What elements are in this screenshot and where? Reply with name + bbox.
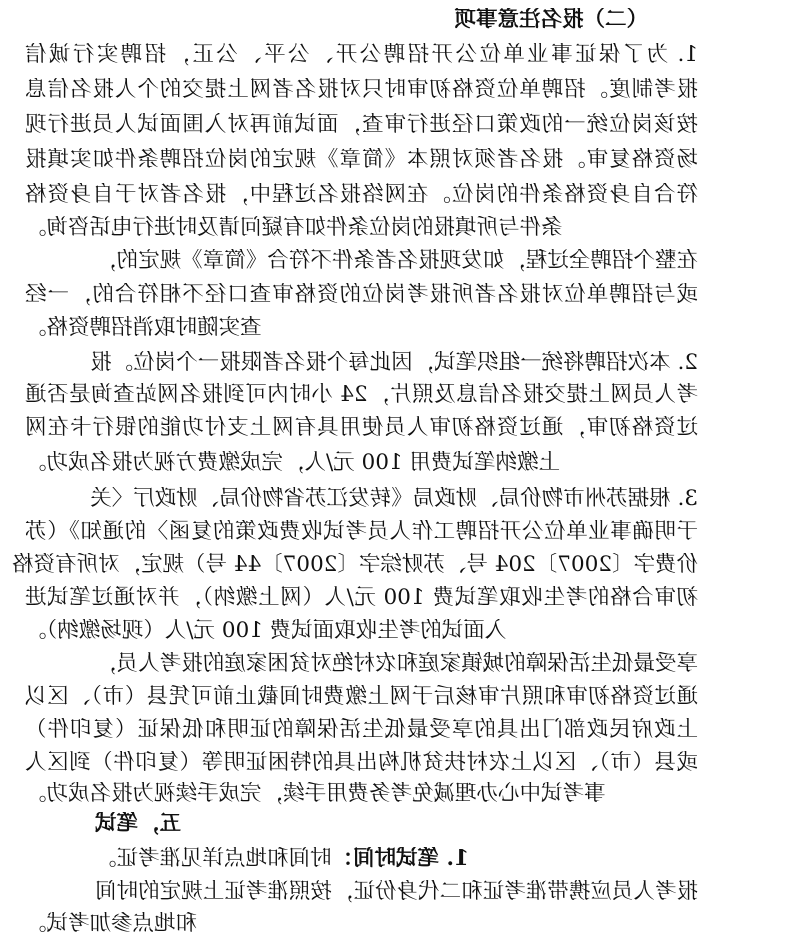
sub-item-label: 1. 笔试时间： bbox=[331, 847, 469, 871]
paragraph-line: 报考人员应携带准考证和二代身份证，按照准考证上规定的时间 bbox=[95, 880, 698, 904]
paragraph-line: 查实随时取消招聘资格。 bbox=[25, 316, 262, 340]
paragraph-line: 考人员网上提交报名信息及照片，24 小时内可到报名网站查询是否通 bbox=[25, 383, 698, 407]
paragraph-line: 价费字〔2007〕204 号、苏财综字〔2007〕44 号）规定，对所有资格 bbox=[12, 553, 698, 577]
paragraph-line: 上政府民政部门出具的享受最低生活保障的证明和低保证（复印件） bbox=[25, 718, 698, 742]
paragraph-line: 于明确事业单位公开招聘工作人员考试收费政策的复函〉的通知》（苏 bbox=[25, 520, 698, 544]
paragraph-line: 报考制度。招聘单位资格初审时只对报名者网上提交的个人报名信息 bbox=[25, 78, 698, 102]
paragraph-line: 享受最低生活保障的城镇家庭和农村绝对贫困家庭的报考人员， bbox=[95, 652, 698, 676]
paragraph-line: 通过资格初审和照片审核后于网上缴费时间截止前可凭县（市）、区以 bbox=[25, 685, 698, 709]
paragraph-line: 或与招聘单位对报名者所报考岗位的资格审查口径不相符合的，一经 bbox=[25, 283, 698, 307]
paragraph-line: 过资格初审，通过资格初审人员使用具有网上支付功能的银行卡在网 bbox=[25, 416, 698, 440]
paragraph-line: 上缴纳笔试费用 100 元/人，完成缴费方视为报名成功。 bbox=[25, 451, 560, 475]
paragraph-line: 按该岗位统一的政策口径进行审查，面试前再对入围面试人员进行现 bbox=[25, 113, 698, 137]
sub-item-written-exam-time bbox=[0, 847, 793, 871]
paragraph-line: 条件与所填报的岗位条件如有疑问请及时进行电话咨询。 bbox=[25, 216, 563, 240]
paragraph-line: 或县（市）、区以上农村扶贫机构出具的特困证明等（复印件）到区人 bbox=[25, 751, 698, 775]
paragraph-line: 1. 为了保证事业单位公开招聘公开、公平、公正，招聘实行诚信 bbox=[25, 43, 698, 67]
sub-item-text: 时间和地点详见准考证。 bbox=[95, 847, 332, 871]
paragraph-line: 场资格复审。报名者须对照本《简章》规定的岗位招聘条件如实填报 bbox=[25, 148, 698, 172]
section-heading: （二）报名注意事项 bbox=[454, 8, 648, 32]
section-heading-five: 五，笔试 bbox=[95, 812, 182, 836]
paragraph-line: 入面试的考生收取面试费 100 元/人（现场缴纳）。 bbox=[25, 619, 507, 643]
paragraph-line: 3. 根据苏州市物价局、财政局《转发江苏省物价局、财政厅〈关 bbox=[90, 487, 698, 511]
paragraph-line: 符合自身资格条件的岗位。在网络报名过程中，报名者对于自身资格 bbox=[25, 183, 698, 207]
paragraph-line: 初审合格的考生收取笔试费 100 元/人（网上缴纳），并对通过笔试进 bbox=[25, 586, 698, 610]
paragraph-line: 和地点参加考试。 bbox=[25, 912, 198, 936]
paragraph-line: 2. 本次招聘将统一组织笔试，因此每个报名者限报一个岗位。报 bbox=[90, 351, 698, 375]
paragraph-line: 在整个招聘全过程，如发现报名者条件不符合《简章》规定的， bbox=[95, 249, 698, 273]
paragraph-line: 事考试中心办理减免考务费用手续，完成手续视为报名成功。 bbox=[25, 782, 606, 806]
